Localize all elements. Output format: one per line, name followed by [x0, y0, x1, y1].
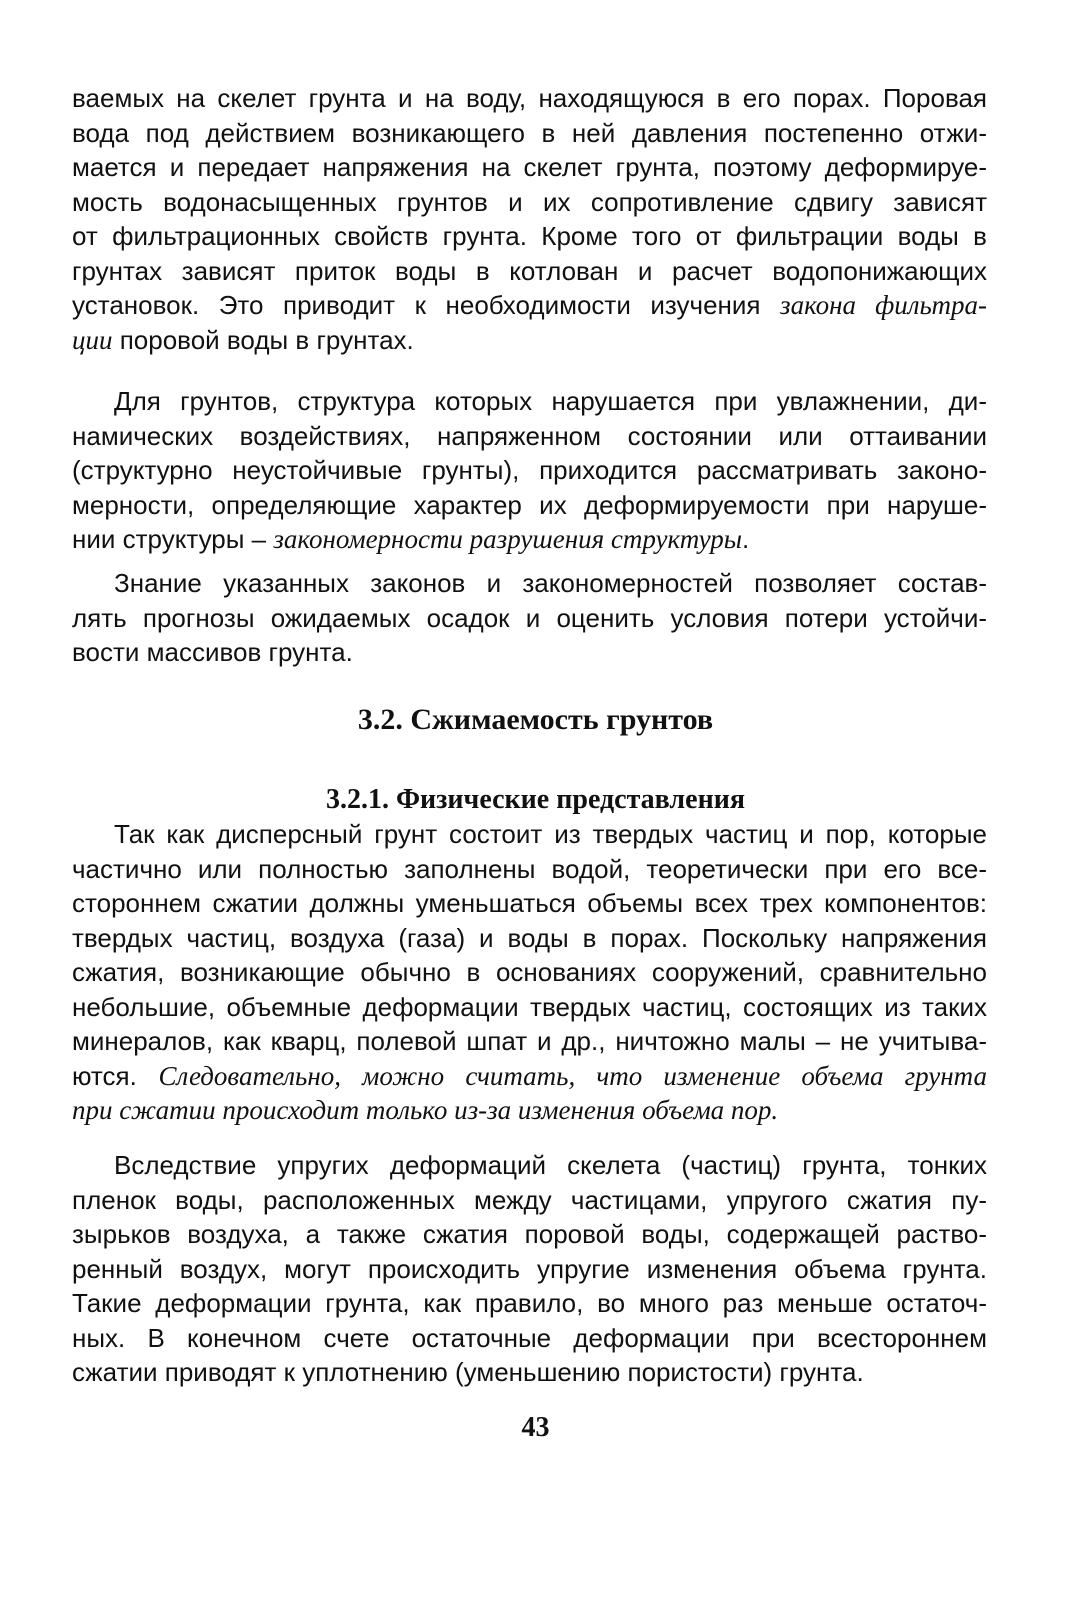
text-line: вода под действием возникающего в ней давления постепенно отжи- — [72, 117, 987, 148]
italic-term: закона фильтра- — [780, 290, 987, 320]
text-run: ются. — [72, 1060, 159, 1091]
text-line: Знание указанных законов и закономерностей позволяет состав- — [114, 568, 987, 598]
text-line: ренный воздух, могут происходить упругие изменения объема грунта. — [72, 1253, 987, 1284]
text-line: ваемых на скелет грунта и на воду, находящуюся в его порах. Поровая — [72, 83, 987, 113]
paragraph-elastic-deformation — [72, 1148, 987, 1390]
text-line — [72, 323, 987, 358]
text-line: пленок воды, расположенных между частицами, упругого сжатия пу- — [72, 1184, 987, 1215]
text-line: ных. В конечном счете остаточные деформации при всестороннем — [72, 1322, 987, 1353]
text-line: мается и передает напряжения на скелет грунта, поэтому деформируе- — [72, 152, 987, 182]
text-line: грунтах зависят приток воды в котлован и расчет водопонижающих — [72, 255, 987, 286]
text-run: поровой воды в грунтах. — [112, 324, 414, 355]
text-run: нии структуры – — [72, 524, 274, 554]
text-line: сжатии приводят к уплотнению (уменьшению пористости) грунта. — [72, 1357, 864, 1387]
text-line: Для грунтов, структура которых нарушается при увлажнении, ди- — [114, 386, 987, 416]
paragraph-pore-water — [72, 81, 987, 357]
italic-term: ции — [72, 324, 113, 355]
text-line: минералов, как кварц, полевой шпат и др., ничтожно малы – не учитыва- — [72, 1026, 987, 1056]
text-line: сжатия, возникающие обычно в основаниях сооружений, сравнительно — [72, 957, 987, 987]
text-line: вости массивов грунта. — [72, 637, 353, 667]
text-run: установок. Это приводит к необходимости изучения — [72, 290, 781, 320]
text-line: стороннем сжатии должны уменьшаться объемы всех трех компонентов: — [72, 888, 987, 918]
text-line: небольшие, объемные деформации твердых частиц, состоящих из таких — [72, 991, 987, 1022]
text-line — [72, 288, 987, 323]
text-line — [72, 1059, 987, 1094]
paragraph-structural-failure — [72, 384, 987, 557]
text-line: лять прогнозы ожидаемых осадок и оценить условия потери устойчи- — [72, 602, 987, 633]
text-line: Вследствие упругих деформаций скелета (частиц) грунта, тонких — [114, 1150, 987, 1180]
subsection-title: 3.2.1. Физические представления — [325, 784, 745, 815]
text-line: (структурно неустойчивые грунты), приходится рассматривать законо- — [72, 455, 987, 485]
text-line: Так как дисперсный грунт состоит из твердых частиц и пор, которые — [114, 819, 987, 849]
text-line: Такие деформации грунта, как правило, во много раз меньше остаточ- — [72, 1288, 987, 1318]
text-line: при сжатии происходит только из-за изменения объема пор. — [72, 1095, 779, 1125]
text-line: твердых частиц, воздуха (газа) и воды в порах. Поскольку напряжения — [72, 922, 987, 953]
text-line: мерности, определяющие характер их деформируемости при наруше- — [72, 489, 987, 520]
paragraph-forecasts — [72, 566, 987, 670]
text-line: от фильтрационных свойств грунта. Кроме того от фильтрации воды в — [72, 221, 987, 251]
text-line: зырьков воздуха, а также сжатия поровой воды, содержащей раство- — [72, 1219, 987, 1249]
paragraph-dispersed-soil — [72, 817, 987, 1128]
page-number: 43 — [521, 1412, 550, 1443]
italic-term: Следовательно, можно считать, что изменение объема грунта — [158, 1060, 987, 1091]
section-title: 3.2. Сжимаемость грунтов — [357, 703, 714, 736]
text-line: частично или полностью заполнены водой, теоретически при его все- — [72, 853, 987, 884]
text-run: . — [742, 524, 750, 554]
text-line — [72, 522, 987, 557]
italic-term: закономерности разрушения структуры — [273, 524, 743, 554]
text-line: мость водонасыщенных грунтов и их сопротивление сдвигу зависят — [72, 186, 987, 217]
text-line: намических воздействиях, напряженном состоянии или оттаивании — [72, 420, 987, 451]
